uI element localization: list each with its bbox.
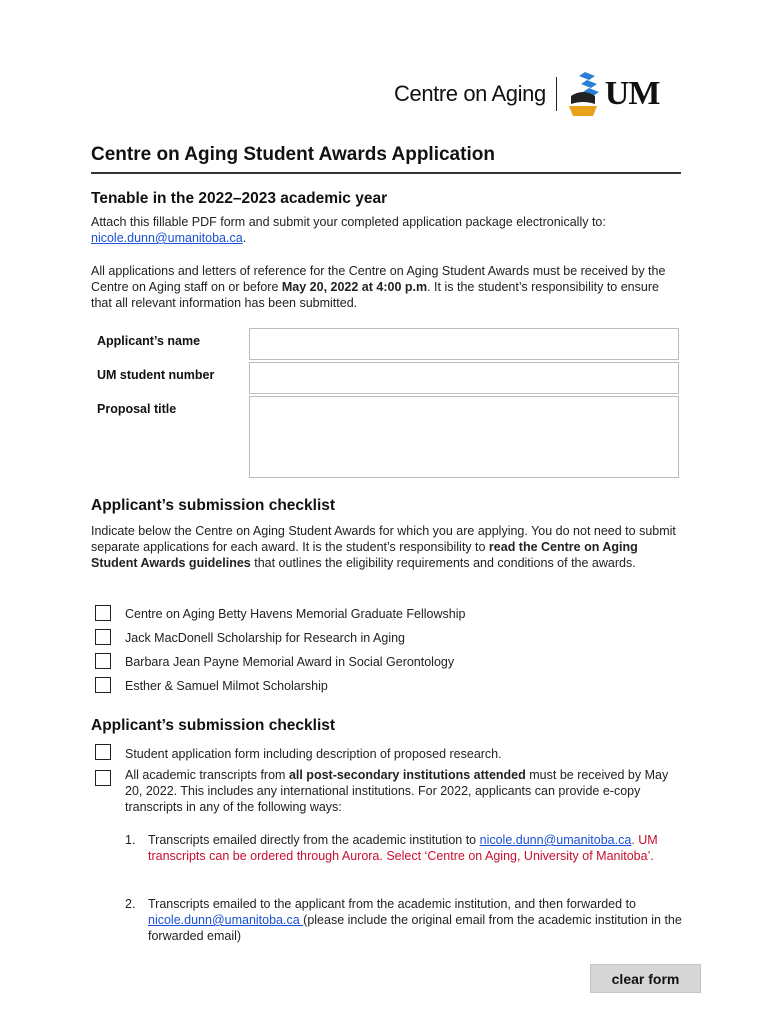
- awards-checklist-heading: Applicant’s submission checklist: [91, 497, 336, 514]
- intro-paragraph: [91, 214, 681, 246]
- award-label: Barbara Jean Payne Memorial Award in Social Gerontology: [125, 655, 455, 669]
- proposal-title-input[interactable]: [249, 396, 679, 478]
- option-text: Transcripts emailed directly from the academic institution to: [148, 833, 480, 847]
- option-text-end: (please include the original email from the academic institution in the forwarded email): [148, 913, 682, 943]
- awards-guidelines-emphasis: read the Centre on Aging Student Awards guidelines: [91, 540, 638, 570]
- header-logo: [394, 70, 659, 118]
- student-number-input[interactable]: [249, 362, 679, 394]
- intro-text-end: .: [242, 231, 247, 245]
- clear-form-button[interactable]: clear form: [590, 964, 701, 993]
- awards-text-end: that outlines the eligibility requirements and conditions of the awards.: [250, 556, 636, 570]
- aurora-note: . UM transcripts can be ordered through Aurora. Select ‘Centre on Aging, University of Manitoba’.: [148, 833, 658, 863]
- award-item: [91, 655, 455, 672]
- proposal-title-label: Proposal title: [97, 402, 177, 416]
- student-number-label: UM student number: [97, 368, 215, 382]
- award-checkbox-betty-havens[interactable]: [95, 605, 111, 621]
- award-checkbox-jack-macdonell[interactable]: [95, 629, 111, 645]
- tenable-heading: Tenable in the 2022–2023 academic year: [91, 190, 388, 207]
- award-checkbox-esther-samuel-milmot[interactable]: [95, 677, 111, 693]
- transcript-email-link[interactable]: nicole.dunn@umanitoba.ca: [479, 833, 632, 847]
- page-title: Centre on Aging Student Awards Application: [91, 144, 495, 165]
- logo-divider: [556, 77, 557, 111]
- submission-checkbox-transcripts[interactable]: [95, 770, 111, 786]
- list-number: 1.: [125, 833, 136, 847]
- awards-instructions: [91, 523, 681, 571]
- submission-item-transcripts: [125, 767, 685, 815]
- title-divider: [91, 172, 681, 174]
- submission-checkbox-application-form[interactable]: [95, 744, 111, 760]
- award-label: Jack MacDonell Scholarship for Research in Aging: [125, 631, 405, 645]
- transcripts-text-end: must be received by May 20, 2022. This includes any international institutions. For 2022, applicants can provide e-copy transcripts in any of the following ways:: [125, 768, 669, 814]
- award-item: [91, 607, 466, 624]
- um-crest-icon: [565, 70, 601, 118]
- deadline-paragraph: [91, 263, 681, 311]
- deadline-date: May 20, 2022 at 4:00 p.m: [281, 280, 428, 294]
- submission-checklist-heading: Applicant’s submission checklist: [91, 717, 336, 734]
- award-checkbox-barbara-payne[interactable]: [95, 653, 111, 669]
- transcripts-text: All academic transcripts from: [125, 768, 289, 782]
- applicant-name-label: Applicant’s name: [97, 334, 201, 348]
- centre-on-aging-wordmark: Centre on Aging: [394, 81, 546, 106]
- list-number: 2.: [125, 897, 136, 911]
- award-item: [91, 679, 328, 696]
- forward-email-link[interactable]: nicole.dunn@umanitoba.ca: [148, 913, 304, 927]
- awards-text: Indicate below the Centre on Aging Student Awards for which you are applying. You do not need to submit separate applications for each award. It is the student’s responsibility to: [91, 524, 676, 554]
- list-text: [148, 832, 683, 864]
- submission-item-application-form: Student application form including description of proposed research.: [125, 747, 502, 761]
- deadline-text-end: . It is the student’s responsibility to ensure that all relevant information has been submitted.: [91, 280, 659, 310]
- option-text: Transcripts emailed to the applicant from the academic institution, and then forwarded to: [148, 897, 636, 911]
- contact-email-link[interactable]: nicole.dunn@umanitoba.ca: [91, 231, 243, 245]
- list-text: [148, 896, 683, 944]
- applicant-name-input[interactable]: [249, 328, 679, 360]
- award-item: [91, 631, 405, 648]
- award-label: Centre on Aging Betty Havens Memorial Graduate Fellowship: [125, 607, 466, 621]
- award-label: Esther & Samuel Milmot Scholarship: [125, 679, 328, 693]
- transcripts-emphasis: all post-secondary institutions attended: [288, 768, 526, 782]
- deadline-text: All applications and letters of reference for the Centre on Aging Student Awards must be received by the Centre on Aging staff on or before: [91, 264, 666, 294]
- um-wordmark: UM: [604, 75, 660, 112]
- intro-text: Attach this fillable PDF form and submit your completed application package electronically to:: [91, 215, 606, 229]
